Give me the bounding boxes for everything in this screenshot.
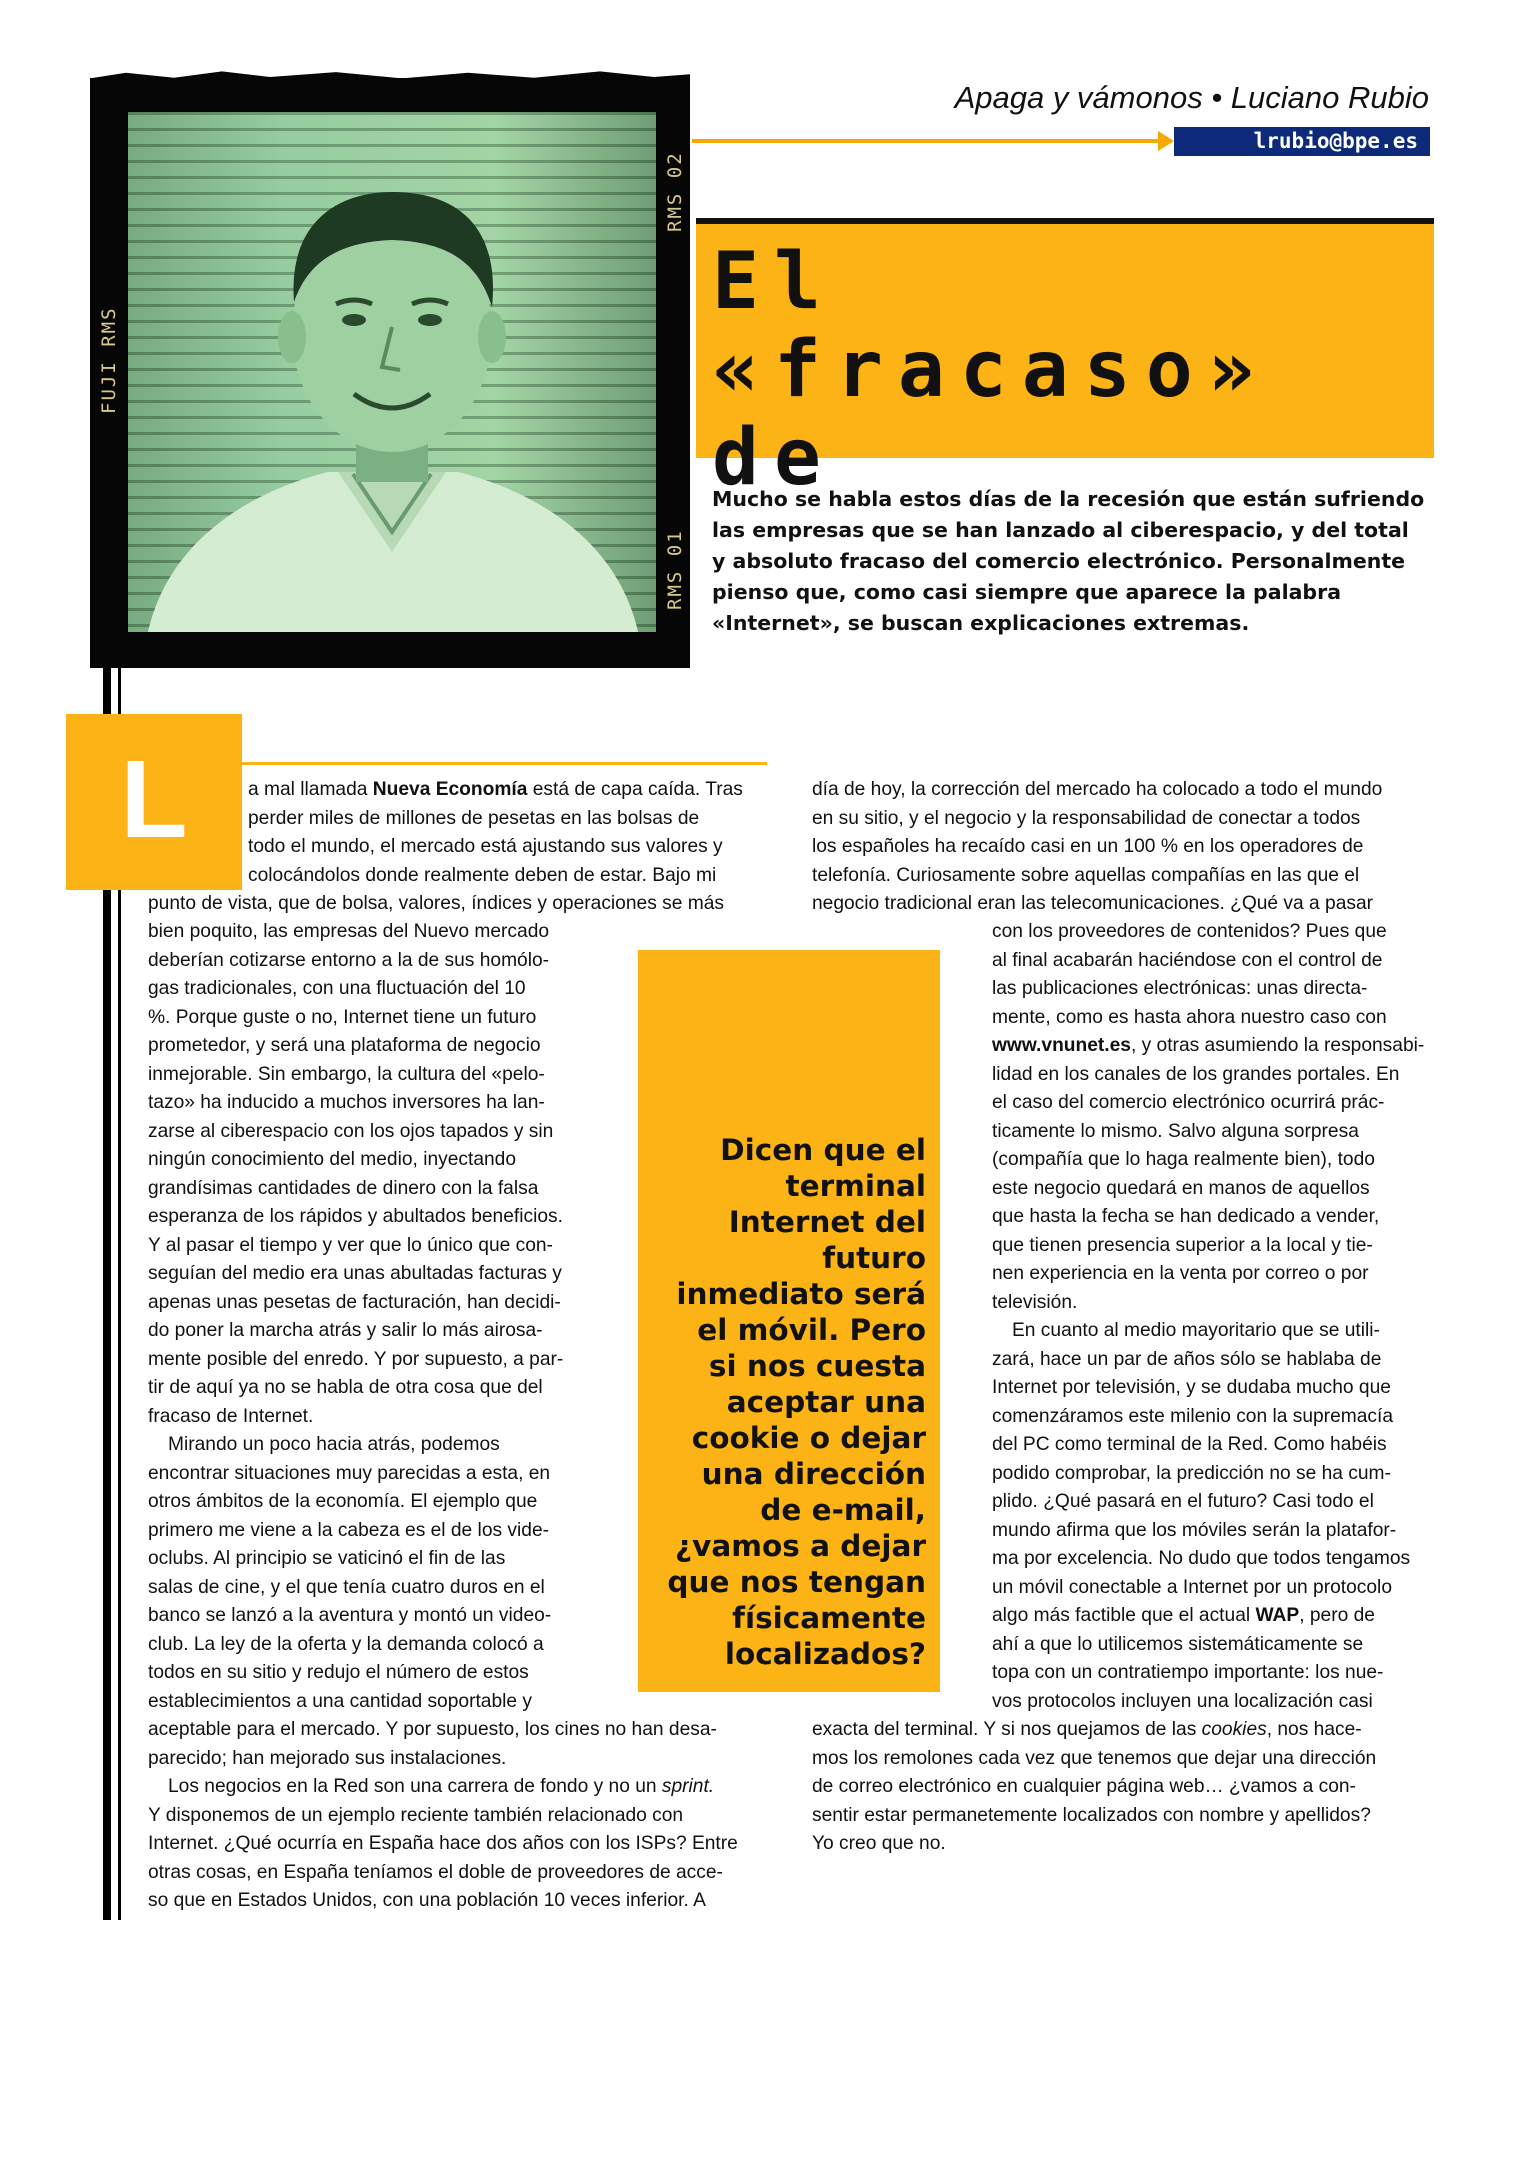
body-line: lidad en los canales de los grandes portales. En [992, 1063, 1400, 1085]
body-line: los españoles ha recaído casi en un 100 % en los operadores de [812, 836, 1364, 857]
body-line: bien poquito, las empresas del Nuevo mercado [148, 921, 550, 942]
body-line: topa con un contratiempo importante: los nue- [992, 1662, 1384, 1683]
body-line: tazo» ha inducido a muchos inversores ha lan- [148, 1092, 545, 1113]
body-line: todo el mundo, el mercado está ajustando sus valores y [248, 836, 723, 857]
body-line: de correo electrónico en cualquier página web… ¿vamos a con- [812, 1776, 1356, 1797]
body-line: inmejorable. Sin embargo, la cultura del «pelo- [148, 1063, 545, 1085]
body-line: mos los remolones cada vez que tenemos que dejar una dirección [812, 1747, 1377, 1769]
body-line: ningún conocimiento del medio, inyectando [148, 1149, 517, 1170]
body-line: televisión. [992, 1291, 1078, 1313]
body-line: En cuanto al medio mayoritario que se utili- [1012, 1320, 1380, 1341]
arrow-line [692, 139, 1162, 143]
body-line: colocándolos donde realmente deben de estar. Bajo mi [248, 864, 717, 886]
body-line: podido comprobar, la predicción no se ha cum- [992, 1462, 1391, 1484]
dropcap-letter: L [120, 738, 188, 861]
film-mark-left: FUJI RMS [98, 306, 120, 414]
pullquote-line: Internet del [728, 1205, 926, 1239]
body-line: todos en su sitio y redujo el número de estos [148, 1662, 529, 1683]
body-line: punto de vista, que de bolsa, valores, índices y operaciones se más [148, 893, 724, 914]
body-line: comenzáramos este milenio con la supremacía [992, 1405, 1393, 1427]
body-line: Mirando un poco hacia atrás, podemos [168, 1434, 500, 1455]
body-line: banco se lanzó a la aventura y montó un video- [148, 1605, 552, 1626]
body-line: que hasta la fecha se han dedicado a vender, [992, 1206, 1380, 1227]
article-title: El «fracaso» de [712, 237, 1270, 503]
pullquote-line: terminal [785, 1169, 926, 1203]
body-line: ma por excelencia. No dudo que todos tengamos [992, 1548, 1411, 1569]
body-line: esperanza de los rápidos y abultados beneficios. [148, 1206, 563, 1227]
column2-bottom [812, 1716, 1434, 1859]
body-line: otras cosas, en España teníamos el doble de proveedores de acce- [148, 1861, 723, 1883]
pullquote-line: una dirección [701, 1457, 926, 1491]
body-line: mundo afirma que los móviles serán la platafor- [992, 1519, 1397, 1541]
body-line: negocio tradicional eran las telecomunicaciones. ¿Qué va a pasar [812, 893, 1374, 914]
column1-narrow [148, 918, 590, 1716]
pullquote-line: futuro [822, 1241, 926, 1275]
body-line: apenas unas pesetas de facturación, han decidi- [148, 1291, 561, 1313]
body-line: perder miles de millones de pesetas en las bolsas de [248, 807, 700, 829]
pullquote-line: que nos tengan [667, 1565, 926, 1599]
pullquote-line: Dicen que el [720, 1133, 926, 1167]
body-line: club. La ley de la oferta y la demanda colocó a [148, 1633, 544, 1655]
body-line: con los proveedores de contenidos? Pues que [992, 921, 1387, 942]
author-portrait-illustration [128, 112, 656, 632]
body-line: primero me viene a la cabeza es el de los vide- [148, 1519, 550, 1541]
body-line: ahí a que lo utilicemos sistemáticamente se [992, 1633, 1364, 1655]
body-line: el caso del comercio electrónico ocurrirá prác- [992, 1092, 1385, 1113]
body-line: este negocio quedará en manos de aquellos [992, 1177, 1370, 1199]
column1-bottom [148, 1716, 768, 1916]
body-line: vos protocolos incluyen una localización casi [992, 1690, 1373, 1712]
author-photo [128, 112, 656, 632]
body-line: exacta del terminal. Y si nos quejamos de las cookies, nos hace- [812, 1719, 1362, 1740]
body-line: que tienen presencia superior a la local y tie- [992, 1234, 1373, 1256]
pullquote-line: de e-mail, [760, 1493, 926, 1527]
body-line: las publicaciones electrónicas: unas directa- [992, 978, 1368, 999]
pullquote-line: el móvil. Pero [697, 1313, 926, 1347]
body-line: %. Porque guste o no, Internet tiene un futuro [148, 1006, 537, 1028]
column1-full-line [148, 890, 768, 919]
body-line: fracaso de Internet. [148, 1405, 314, 1427]
body-line: aceptable para el mercado. Y por supuesto, los cines no han desa- [148, 1719, 717, 1740]
body-line: oclubs. Al principio se vaticinó el fin de las [148, 1548, 506, 1569]
body-line: un móvil conectable a Internet por un protocolo [992, 1576, 1392, 1598]
body-line: a mal llamada Nueva Economía está de capa caída. Tras [248, 779, 743, 800]
body-line: sentir estar permanetemente localizados con nombre y apellidos? [812, 1804, 1371, 1826]
body-line: zarse al ciberespacio con los ojos tapados y sin [148, 1120, 554, 1142]
body-line: prometedor, y será una plataforma de negocio [148, 1035, 541, 1056]
body-line: www.vnunet.es, y otras asumiendo la responsabi- [992, 1035, 1425, 1056]
body-line: salas de cine, y el que tenía cuatro duros en el [148, 1576, 545, 1598]
body-line: Y al pasar el tiempo y ver que lo único que con- [148, 1234, 553, 1256]
author-email[interactable]: lrubio@bpe.es [1174, 127, 1430, 156]
body-line: ticamente lo mismo. Salvo alguna sorpresa [992, 1120, 1359, 1142]
body-line: seguían del medio era unas abultadas facturas y [148, 1263, 562, 1284]
body-line: Internet por televisión, y se dudaba mucho que [992, 1377, 1391, 1398]
body-line: algo más factible que el actual WAP, pero de [992, 1605, 1375, 1626]
pullquote-line: ¿vamos a dejar [675, 1529, 926, 1563]
body-line: tir de aquí ya no se habla de otra cosa que del [148, 1377, 543, 1398]
body-line: deberían cotizarse entorno a la de sus homólo- [148, 949, 550, 971]
pullquote-line: si nos cuesta [708, 1349, 926, 1383]
pullquote-line: aceptar una [726, 1385, 926, 1419]
column1-intro [248, 776, 768, 890]
column2-narrow [992, 918, 1434, 1716]
pullquote-line: localizados? [724, 1637, 926, 1671]
body-line: Y disponemos de un ejemplo reciente también relacionado con [148, 1804, 684, 1826]
pullquote [650, 1132, 926, 1672]
body-line: gas tradicionales, con una fluctuación del 10 [148, 978, 526, 999]
body-line: encontrar situaciones muy parecidas a esta, en [148, 1462, 551, 1484]
section-kicker: Apaga y vámonos • Luciano Rubio [954, 80, 1429, 115]
body-line: (compañía que lo haga realmente bien), todo [992, 1149, 1375, 1170]
body-line: nen experiencia en la venta por correo o por [992, 1263, 1369, 1284]
film-mark-right-top: RMS 02 [664, 151, 686, 232]
body-line: grandísimas cantidades de dinero con la falsa [148, 1177, 539, 1199]
body-line: zará, hace un par de años sólo se hablaba de [992, 1348, 1382, 1370]
body-line: establecimientos a una cantidad soportable y [148, 1690, 532, 1712]
body-line: Los negocios en la Red son una carrera de fondo y no un sprint. [168, 1776, 715, 1797]
body-line: mente, como es hasta ahora nuestro caso con [992, 1006, 1387, 1028]
article-lead: Mucho se habla estos días de la recesión que están sufriendo las empresas que se han lanzado al ciberespacio, y del total y absoluto fracaso del comercio electrónico. Personalmente pienso que, como casi siempre que aparece la palabra «Internet», se buscan explicaciones extremas. [712, 487, 1425, 635]
body-line: plido. ¿Qué pasará en el futuro? Casi todo el [992, 1491, 1374, 1512]
body-line: telefonía. Curiosamente sobre aquellas compañías en las que el [812, 864, 1360, 886]
body-line: mente posible del enredo. Y por supuesto, a par- [148, 1348, 564, 1370]
column2-top [812, 776, 1434, 919]
body-line: Yo creo que no. [812, 1833, 946, 1854]
body-line: día de hoy, la corrección del mercado ha colocado a todo el mundo [812, 779, 1383, 800]
body-line: al final acabarán haciéndose con el control de [992, 949, 1383, 971]
pullquote-line: cookie o dejar [691, 1421, 926, 1455]
column-top-rule [242, 762, 767, 765]
body-line: do poner la marcha atrás y salir lo más airosa- [148, 1320, 543, 1341]
arrow-right-icon [1158, 131, 1174, 151]
body-line: Internet. ¿Qué ocurría en España hace dos años con los ISPs? Entre [148, 1833, 738, 1854]
url-link[interactable]: www.vnunet.es [992, 1035, 1131, 1056]
body-line: del PC como terminal de la Red. Como habéis [992, 1434, 1387, 1455]
body-line: parecido; han mejorado sus instalaciones. [148, 1747, 507, 1769]
body-line: so que en Estados Unidos, con una población 10 veces inferior. A [148, 1890, 706, 1911]
body-line: otros ámbitos de la economía. El ejemplo que [148, 1491, 538, 1512]
body-line: en su sitio, y el negocio y la responsabilidad de conectar a todos [812, 807, 1361, 829]
film-mark-right-bottom: RMS 01 [664, 529, 686, 610]
pullquote-line: físicamente [732, 1601, 926, 1635]
pullquote-line: inmediato será [676, 1277, 926, 1311]
